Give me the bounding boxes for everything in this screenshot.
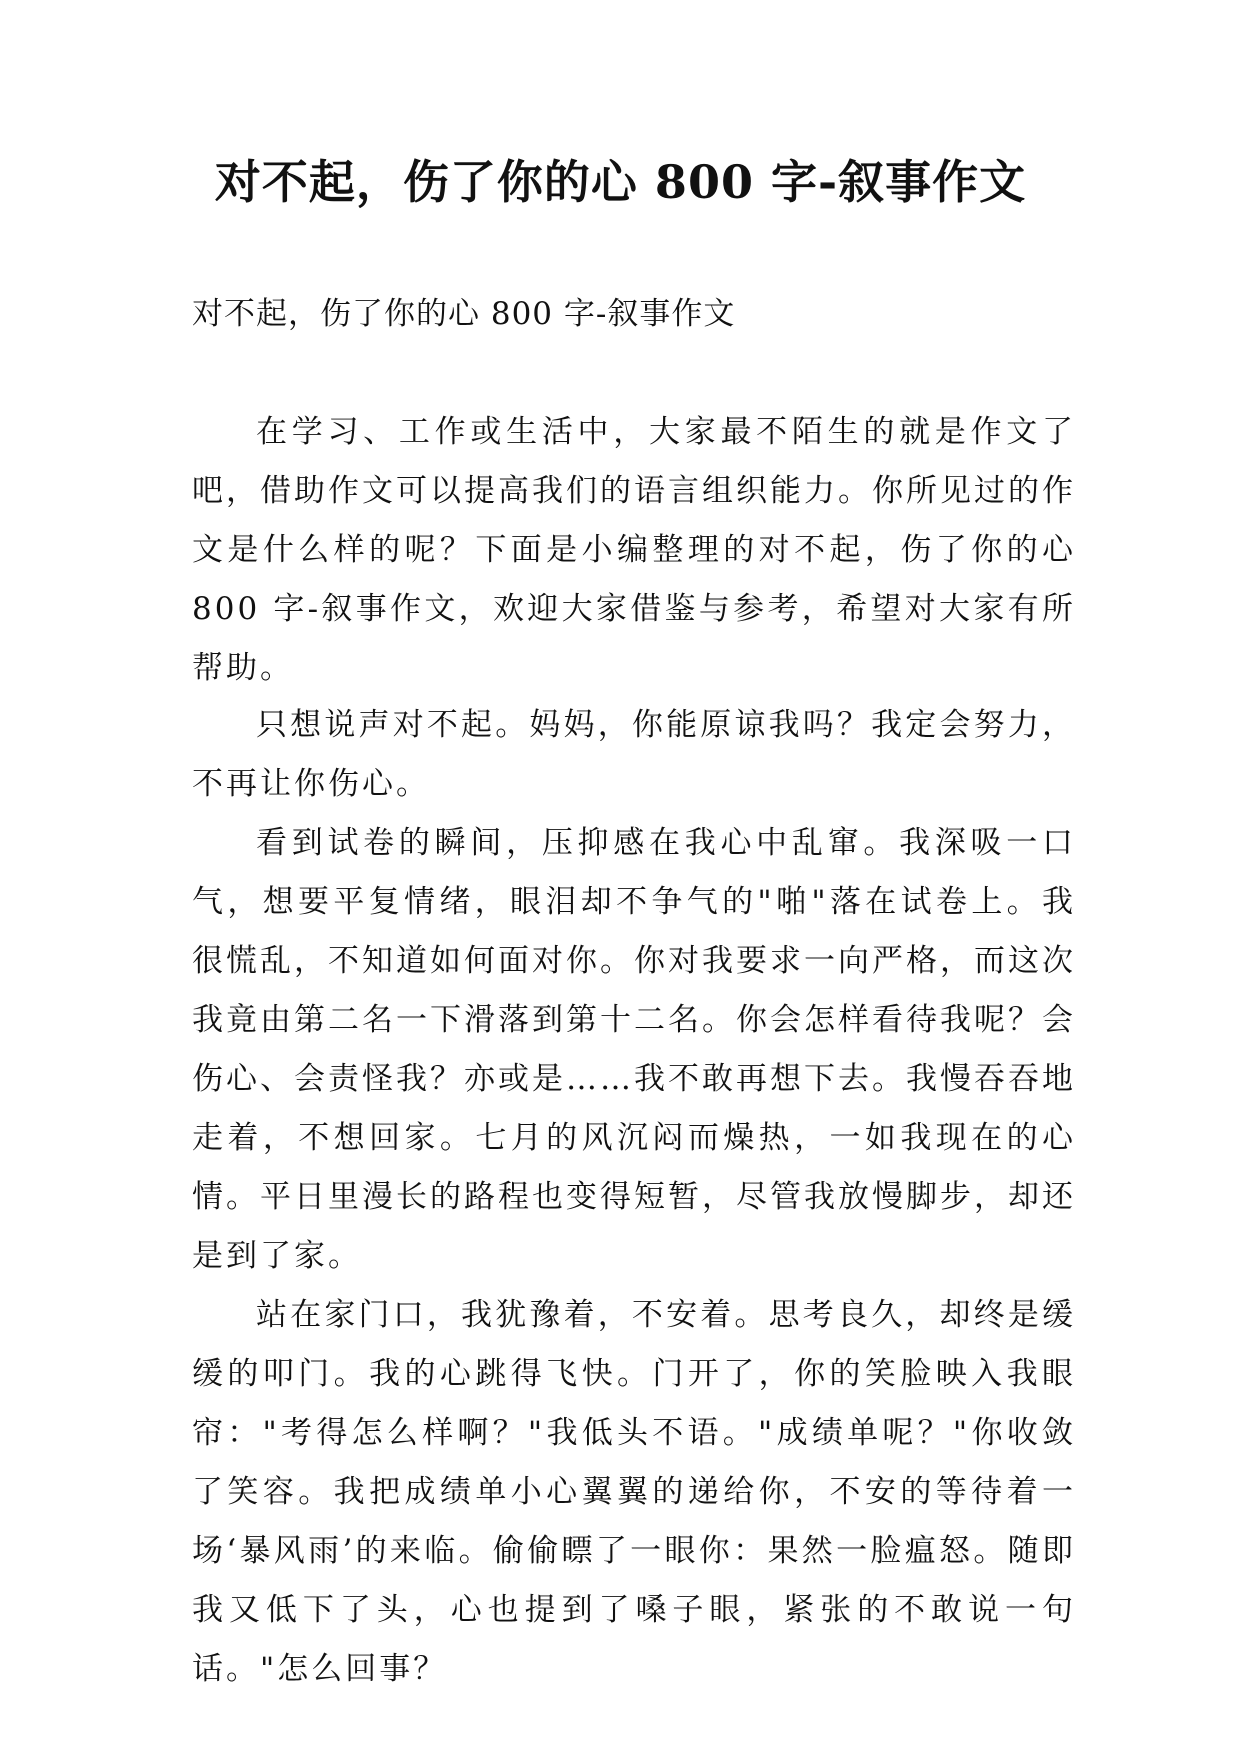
story-paragraph-2: 看到试卷的瞬间，压抑感在我心中乱窜。我深吸一口气，想要平复情绪，眼泪却不争气的"啪"落在试卷上。我很慌乱，不知道如何面对你。你对我要求一向严格，而这次我竟由第二名一下滑落到第十二名。你会怎样看待我呢？会伤心、会责怪我？亦或是……我不敢再想下去。我慢吞吞地走着，不想回家。七月的风沉闷而燥热，一如我现在的心情。平日里漫长的路程也变得短暂，尽管我放慢脚步，却还是到了家。 [192, 825, 1076, 1274]
story-paragraph-3: 站在家门口，我犹豫着，不安着。思考良久，却终是缓缓的叩门。我的心跳得飞快。门开了，你的笑脸映入我眼帘："考得怎么样啊？"我低头不语。"成绩单呢？"你收敛了笑容。我把成绩单小心翼翼的递给你，不安的等待着一场‘暴风雨’的来临。偷偷瞟了一眼你：果然一脸瘟怒。随即我又低下了头，心也提到了嗓子眼，紧张的不敢说一句话。"怎么回事？ [192, 1297, 1076, 1687]
document-title: 对不起，伤了你的心 800 字-叙事作文 [214, 155, 1027, 209]
intro-section [192, 403, 1076, 698]
story-paragraph-1: 只想说声对不起。妈妈，你能原谅我吗？我定会努力，不再让你伤心。 [192, 707, 1076, 802]
document-subtitle: 对不起，伤了你的心 800 字-叙事作文 [192, 296, 736, 332]
intro-paragraph: 在学习、工作或生活中，大家最不陌生的就是作文了吧，借助作文可以提高我们的语言组织能力。你所见过的作文是什么样的呢？下面是小编整理的对不起，伤了你的心 800 字-叙事作文，欢迎大家借鉴与参考，希望对大家有所帮助。 [192, 414, 1076, 686]
story-section [192, 696, 1076, 1699]
